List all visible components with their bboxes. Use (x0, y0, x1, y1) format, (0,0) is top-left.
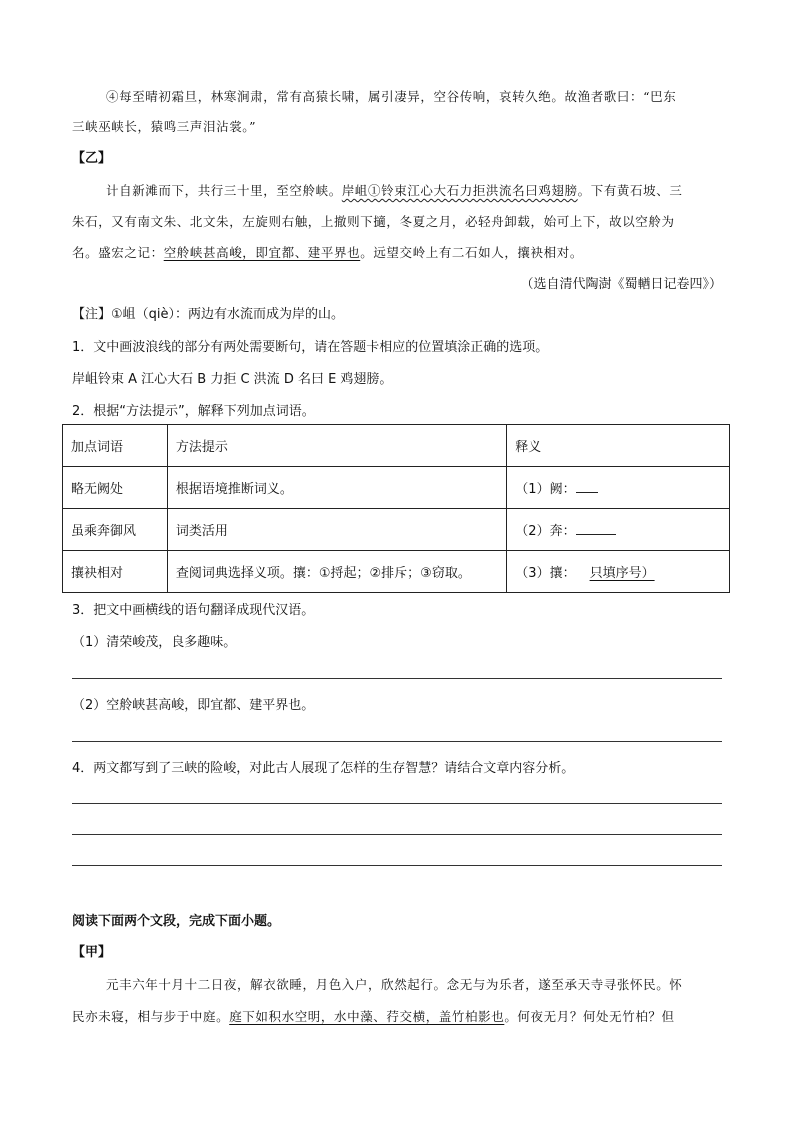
yi-line3 (72, 244, 583, 262)
table-cell-meaning (507, 509, 730, 551)
answer-line[interactable] (72, 865, 722, 866)
underlined-sentence: 庭下如积水空明，水中藻、荇交横，盖竹柏影也 (229, 1009, 505, 1024)
yi-line3-c: 。远望交岭上有二石如人，攘袂相对。 (360, 245, 583, 260)
jia-line2-a: 民亦未寝，相与步于中庭。 (72, 1009, 230, 1024)
answer-hint[interactable]: 只填序号） (589, 566, 655, 581)
yi-line3-a: 名。盛宏之记： (72, 245, 164, 260)
answer-line[interactable] (72, 678, 722, 679)
jia-heading: 【甲】 (72, 945, 112, 960)
reading-instruction: 阅读下面两个文段，完成下面小题。 (72, 914, 281, 929)
jia-para4-line1: ④每至晴初霜旦，林寒涧肃，常有高猿长啸，属引凄异，空谷传响，哀转久绝。故渔者歌曰：“巴东 (106, 89, 677, 104)
answer-blank[interactable] (576, 478, 598, 493)
table-cell-method: 词类活用 (167, 509, 506, 551)
answer-line[interactable] (72, 803, 722, 804)
jia-para4-line2: 三峡巫峡长，猿鸣三声泪沾裳。” (72, 119, 257, 134)
yi-heading: 【乙】 (72, 151, 112, 166)
question-3-item-2: （2）空舲峡甚高峻，即宜都、建平界也。 (72, 698, 315, 713)
yi-source: （选自清代陶澍《蜀輶日记卷四》） (520, 277, 722, 292)
table-cell-word: 略无阙处 (63, 467, 168, 509)
meaning-label: （2）奔： (515, 524, 576, 539)
wavy-sentence: 岸岨①铃束江心大石力拒洪流名曰鸡翅膀 (341, 183, 578, 198)
underlined-sentence: 空舲峡甚高峻，即宜都、建平界也 (163, 245, 361, 260)
table-cell-meaning (507, 551, 730, 593)
table-cell-method: 查阅词典选择义项。攘：①捋起；②排斥；③窃取。 (167, 551, 506, 593)
annotation-note: 【注】①岨（qiè）：两边有水流而成为岸的山。 (72, 307, 345, 322)
jia-line2-c: 。何夜无月？何处无竹柏？但 (504, 1009, 675, 1024)
table-cell-meaning (507, 467, 730, 509)
jia-line1: 元丰六年十月十二日夜，解衣欲睡，月色入户，欣然起行。念无与为乐者，遂至承天寺寻张怀民。怀 (106, 977, 683, 992)
question-1: 1．文中画波浪线的部分有两处需要断句，请在答题卡相应的位置填涂正确的选项。 (72, 340, 549, 355)
table-cell-word: 攘袂相对 (63, 551, 168, 593)
table-row (63, 509, 730, 551)
jia-line2 (72, 1008, 675, 1026)
question-3: 3．把文中画横线的语句翻译成现代汉语。 (72, 603, 315, 618)
question-1-options: 岸岨铃束 A 江心大石 B 力拒 C 洪流 D 名曰 E 鸡翅膀。 (72, 372, 393, 387)
yi-line2: 朱石，又有南文朱、北文朱，左旋则右触，上撤则下擿，冬夏之月，必轻舟卸载，始可上下，故以空舲为 (72, 214, 675, 229)
table-row (63, 467, 730, 509)
answer-line[interactable] (72, 834, 722, 835)
yi-line1-a: 计自新滩而下，共行三十里，至空舲峡。 (106, 183, 342, 198)
meaning-label: （3）攘： (515, 566, 576, 581)
table-cell-method: 根据语境推断词义。 (167, 467, 506, 509)
answer-line[interactable] (72, 741, 722, 742)
table-header-row (63, 425, 730, 467)
table-header-cell: 释义 (507, 425, 730, 467)
meaning-label: （1）阙： (515, 482, 576, 497)
table-cell-word: 虽乘奔御风 (63, 509, 168, 551)
yi-line1-c: 。下有黄石坡、三 (577, 183, 683, 198)
table-header-cell: 方法提示 (167, 425, 506, 467)
question-3-item-1: （1）清荣峻茂，良多趣味。 (72, 635, 237, 650)
yi-line1 (106, 182, 682, 200)
question-2: 2．根据“方法提示”，解释下列加点词语。 (72, 404, 315, 419)
table-header-cell: 加点词语 (63, 425, 168, 467)
question-4: 4．两文都写到了三峡的险峻，对此古人展现了怎样的生存智慧？请结合文章内容分析。 (72, 761, 575, 776)
answer-blank[interactable] (576, 520, 616, 535)
vocab-table (62, 424, 730, 593)
table-row (63, 551, 730, 593)
